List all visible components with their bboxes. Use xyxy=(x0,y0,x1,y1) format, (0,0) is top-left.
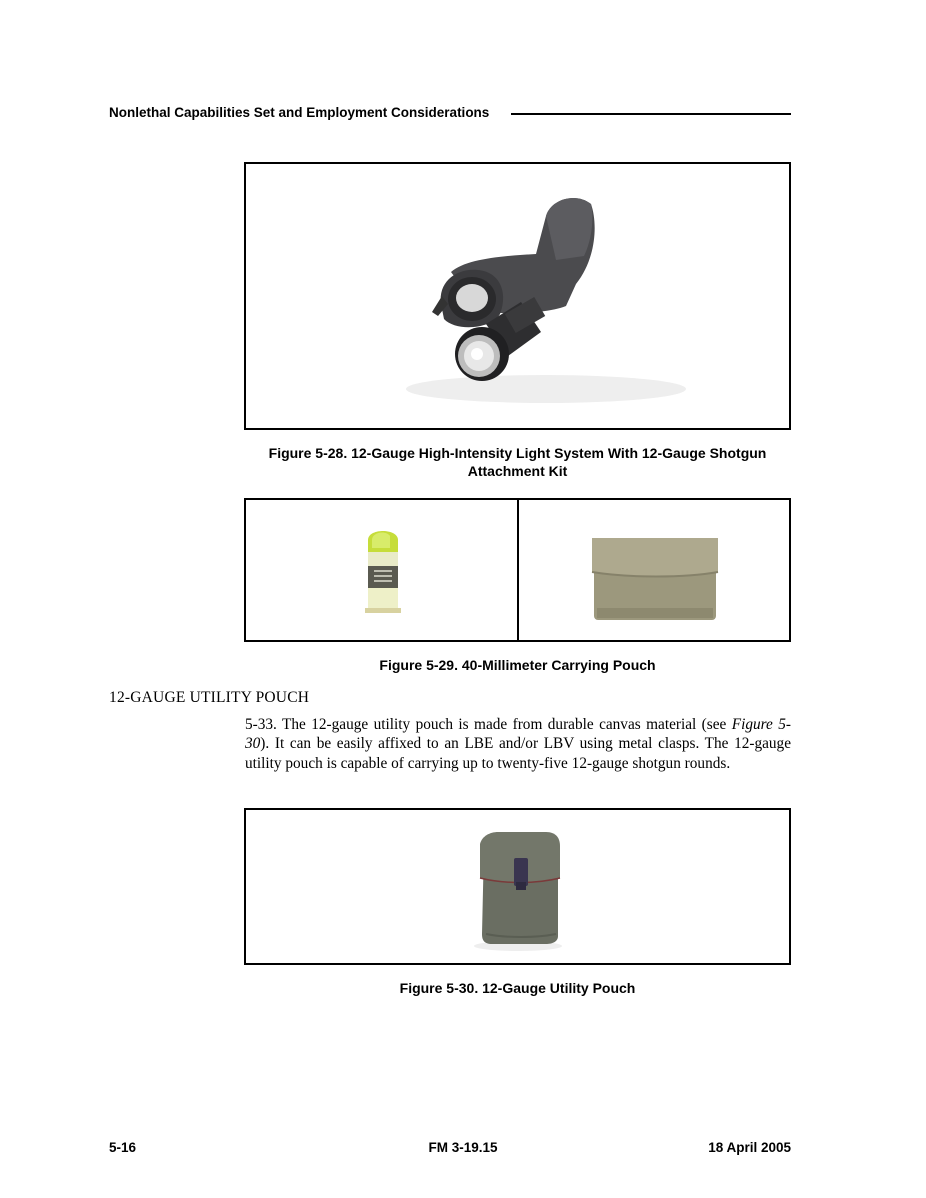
footer-manual-id: FM 3-19.15 xyxy=(428,1140,498,1155)
figure-5-28-caption-line1: Figure 5-28. 12-Gauge High-Intensity Light System With 12-Gauge Shotgun xyxy=(268,445,767,461)
figure-5-29-left-panel xyxy=(246,500,519,640)
figure-5-30-caption: Figure 5-30. 12-Gauge Utility Pouch xyxy=(399,980,636,996)
paragraph-text-1: The 12-gauge utility pouch is made from durable canvas material (see xyxy=(276,716,732,733)
figure-5-29-caption: Figure 5-29. 40-Millimeter Carrying Pouch xyxy=(379,657,656,673)
header-rule xyxy=(511,113,791,115)
figure-5-28-caption-line2: Attachment Kit xyxy=(467,463,568,479)
figure-reference-link: Figure 5-30 xyxy=(245,716,791,753)
figure-5-28-frame xyxy=(244,162,791,430)
running-header: Nonlethal Capabilities Set and Employment Considerations xyxy=(109,105,490,120)
paragraph-number: 5-33. xyxy=(245,716,277,733)
footer-date: 18 April 2005 xyxy=(708,1140,791,1155)
footer-page-number: 5-16 xyxy=(109,1140,137,1155)
utility-pouch-image xyxy=(246,810,789,963)
figure-5-29-right-panel xyxy=(519,500,791,640)
shotgun-light-image xyxy=(246,164,789,428)
section-heading: 12-GAUGE UTILITY POUCH xyxy=(109,689,310,706)
figure-5-28-caption xyxy=(244,444,791,480)
figure-5-29-frame xyxy=(244,498,791,642)
carrying-pouch-image xyxy=(519,500,791,640)
paragraph-text-2: ). It can be easily affixed to an LBE and/or LBV using metal clasps. The 12-gauge utility pouch is capable of carrying up to twenty-five 12-gauge shotgun rounds. xyxy=(245,735,791,772)
figure-5-30-frame xyxy=(244,808,791,965)
40mm-round-image xyxy=(246,500,517,640)
paragraph-5-33 xyxy=(245,715,791,773)
